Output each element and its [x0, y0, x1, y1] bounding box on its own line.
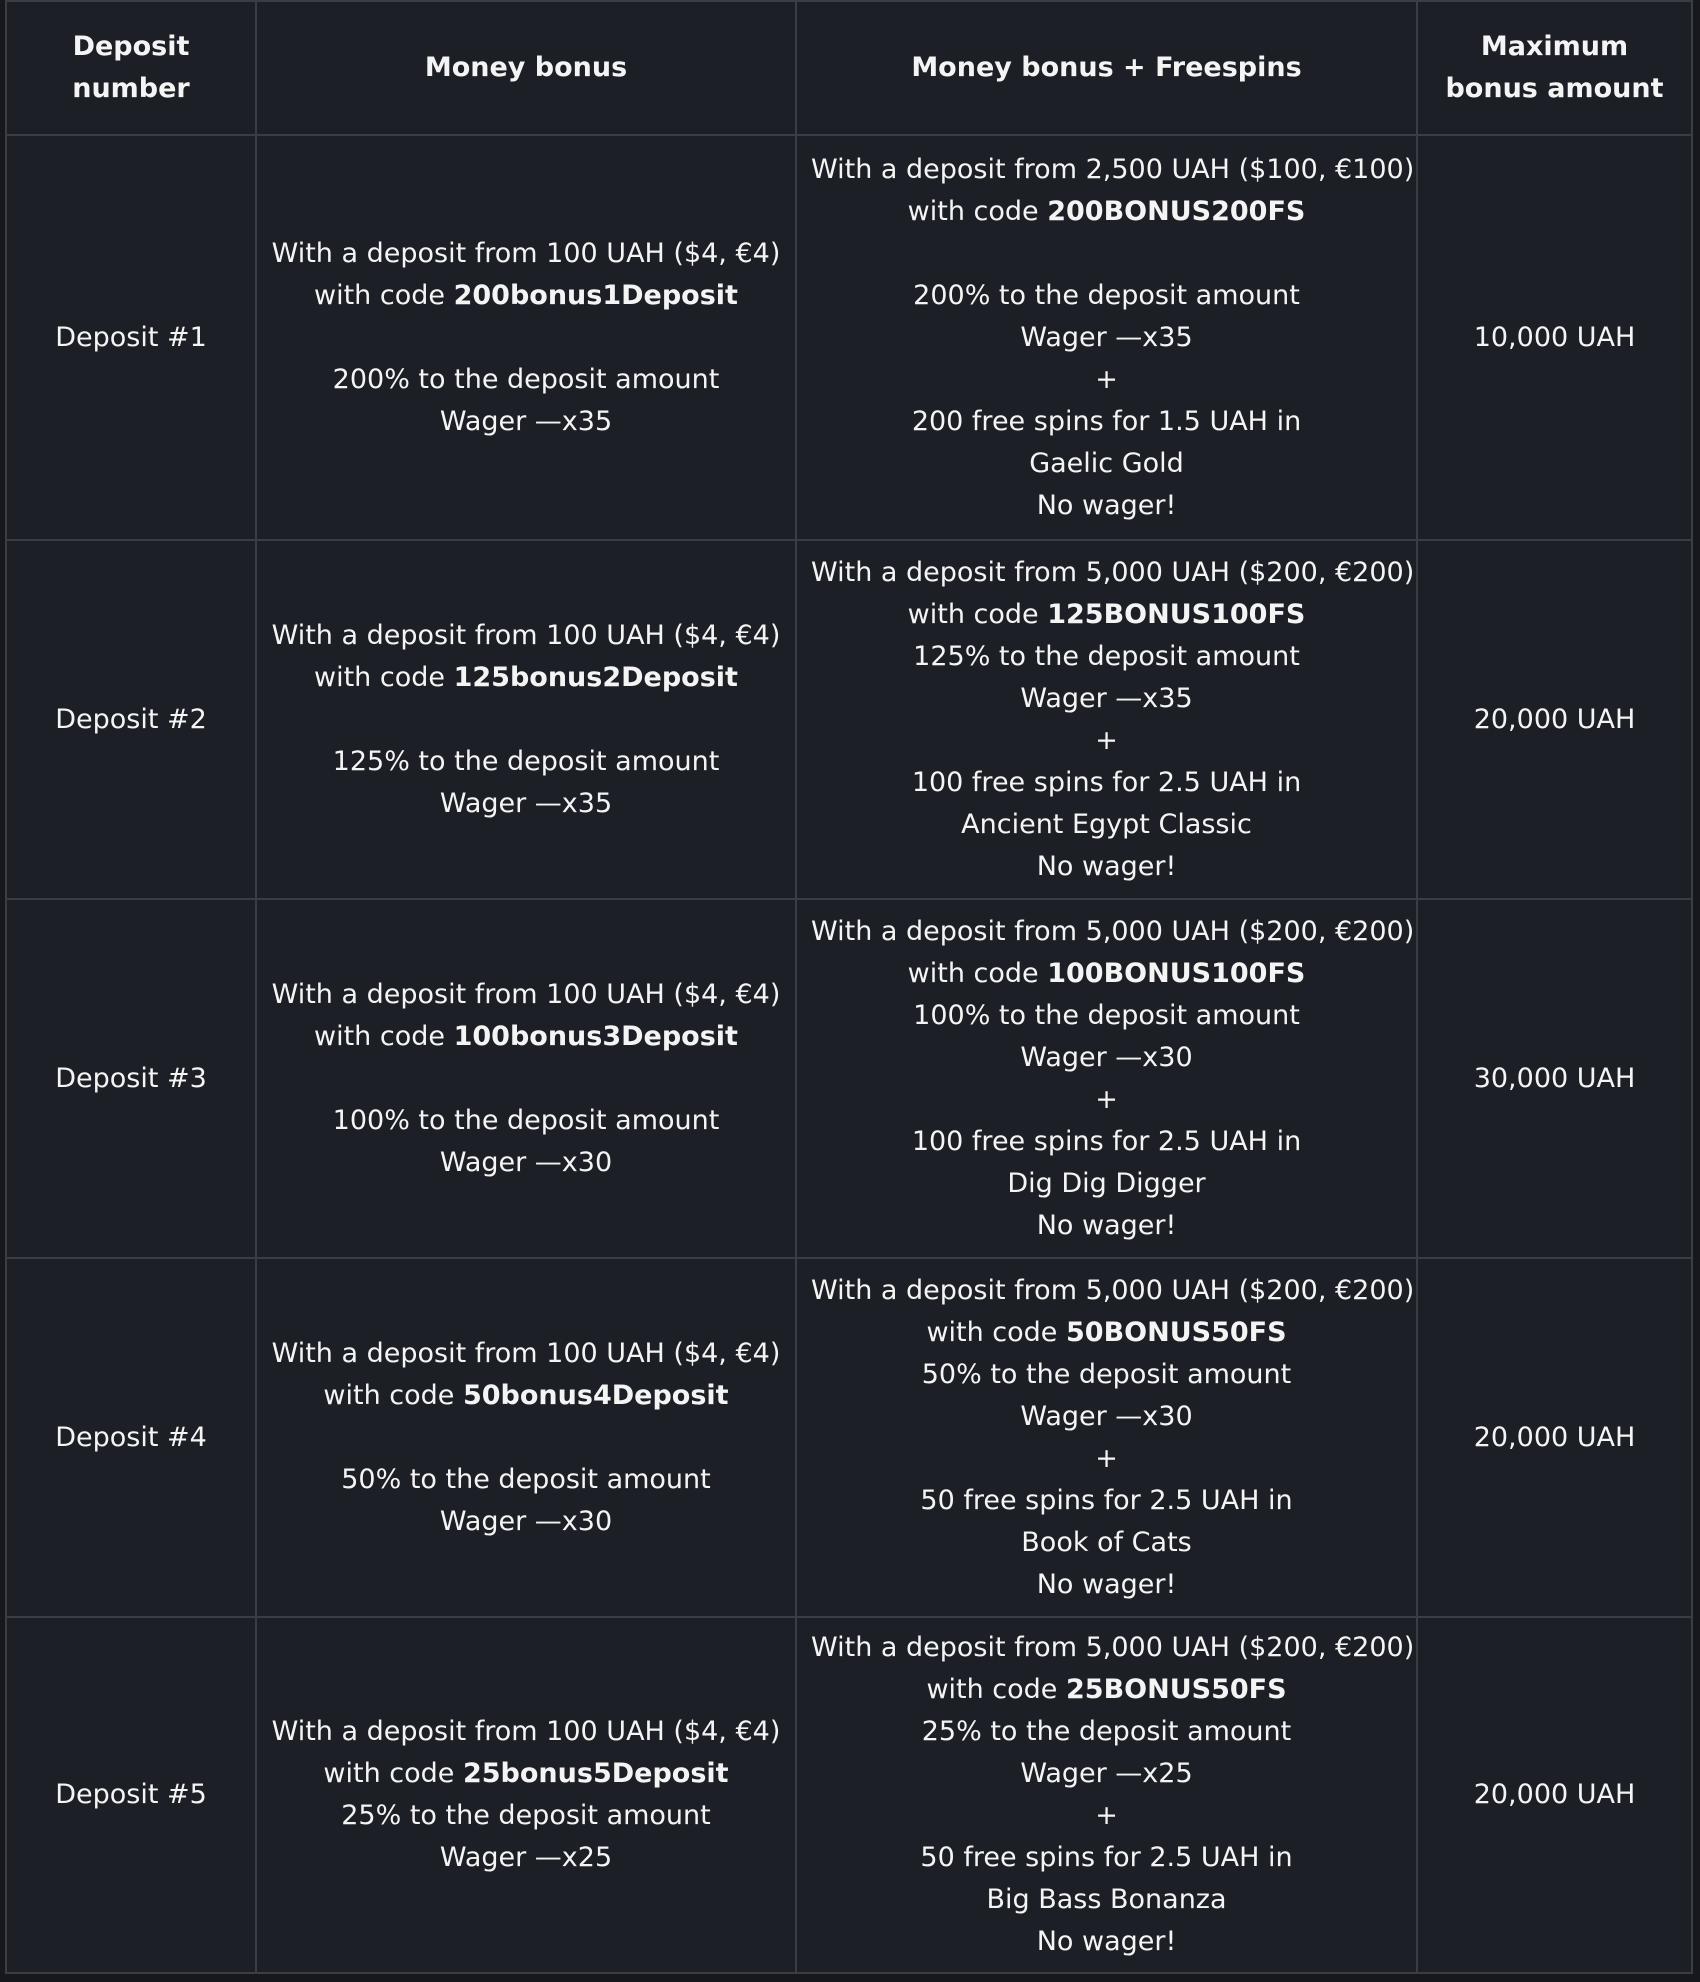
free-spins-offer: 50 free spins for 2.5 UAH in — [920, 1842, 1293, 1873]
promo-code: 50bonus4Deposit — [462, 1379, 729, 1411]
bonus-percent: 200% to the deposit amount — [913, 279, 1300, 311]
with-code-label: with code — [314, 1020, 445, 1052]
money-bonus-cell — [256, 135, 796, 540]
with-code-label: with code — [323, 1758, 455, 1789]
header-row — [6, 1, 1692, 135]
deposit-condition: With a deposit from 100 UAH ($4, €4) — [271, 237, 781, 269]
deposit-number-cell: Deposit #1 — [6, 135, 256, 540]
free-spins-offer: 100 free spins for 2.5 UAH in — [911, 766, 1302, 798]
promo-code: 125bonus2Deposit — [453, 661, 738, 693]
promo-code: 25bonus5Deposit — [462, 1758, 729, 1789]
free-spins-offer: 200 free spins for 1.5 UAH in — [911, 405, 1302, 437]
wager-requirement: Wager —x30 — [439, 1146, 613, 1178]
money-freespins-cell — [796, 1617, 1417, 1973]
deposit-condition: With a deposit from 5,000 UAH ($200, €200) — [811, 1274, 1415, 1306]
free-spins-offer: 50 free spins for 2.5 UAH in — [920, 1484, 1293, 1516]
wager-requirement: Wager —x35 — [1020, 321, 1193, 353]
money-bonus-cell — [256, 899, 796, 1258]
promo-code: 200BONUS200FS — [1047, 195, 1306, 227]
with-code-label: with code — [926, 1316, 1058, 1348]
promo-code: 100bonus3Deposit — [453, 1020, 738, 1052]
max-bonus-cell: 20,000 UAH — [1417, 540, 1692, 899]
table-row — [6, 1617, 1692, 1973]
wager-requirement: Wager —x25 — [439, 1842, 613, 1873]
deposit-condition: With a deposit from 100 UAH ($4, €4) — [271, 1337, 781, 1369]
no-wager-note: No wager! — [1036, 850, 1177, 882]
deposit-condition: With a deposit from 100 UAH ($4, €4) — [271, 1716, 781, 1747]
promo-code-line — [271, 1016, 781, 1058]
bonus-percent: 125% to the deposit amount — [913, 640, 1300, 672]
promo-code: 125BONUS100FS — [1047, 598, 1306, 630]
max-bonus-cell: 20,000 UAH — [1417, 1617, 1692, 1973]
bonus-percent: 50% to the deposit amount — [341, 1463, 711, 1495]
deposit-number-cell: Deposit #2 — [6, 540, 256, 899]
with-code-label: with code — [314, 661, 445, 693]
wager-requirement: Wager —x25 — [1020, 1758, 1193, 1789]
promo-code-line — [271, 275, 781, 317]
plus-sign: + — [1095, 1800, 1118, 1831]
money-bonus-cell — [256, 1258, 796, 1617]
with-code-label: with code — [907, 598, 1039, 630]
plus-sign: + — [1095, 363, 1118, 395]
wager-requirement: Wager —x30 — [1020, 1400, 1193, 1432]
money-bonus-cell — [256, 540, 796, 899]
header-max-bonus: Maximum bonus amount — [1417, 1, 1692, 135]
plus-sign: + — [1095, 724, 1118, 756]
wager-requirement: Wager —x35 — [439, 787, 613, 819]
header-money-bonus: Money bonus — [256, 1, 796, 135]
wager-requirement: Wager —x35 — [1020, 682, 1193, 714]
deposit-number-cell: Deposit #5 — [6, 1617, 256, 1973]
wager-requirement: Wager —x30 — [1020, 1041, 1193, 1073]
bonus-percent: 125% to the deposit amount — [332, 745, 720, 777]
bonus-percent: 25% to the deposit amount — [341, 1800, 711, 1831]
with-code-label: with code — [907, 957, 1039, 989]
promo-code-line — [811, 953, 1402, 995]
bonus-percent: 100% to the deposit amount — [332, 1104, 720, 1136]
plus-sign: + — [1095, 1442, 1118, 1474]
deposit-number-cell: Deposit #3 — [6, 899, 256, 1258]
promo-code: 200bonus1Deposit — [453, 279, 738, 311]
promo-code: 25BONUS50FS — [1066, 1674, 1287, 1705]
max-bonus-cell: 20,000 UAH — [1417, 1258, 1692, 1617]
wager-requirement: Wager —x35 — [439, 405, 613, 437]
promo-code-line — [811, 191, 1402, 233]
max-bonus-cell: 30,000 UAH — [1417, 899, 1692, 1258]
deposit-condition: With a deposit from 5,000 UAH ($200, €200) — [811, 915, 1415, 947]
free-spins-offer: 100 free spins for 2.5 UAH in — [911, 1125, 1302, 1157]
money-freespins-cell — [796, 1258, 1417, 1617]
bonus-percent: 25% to the deposit amount — [921, 1716, 1292, 1747]
deposit-condition: With a deposit from 100 UAH ($4, €4) — [271, 978, 781, 1010]
promo-code: 100BONUS100FS — [1047, 957, 1306, 989]
money-bonus-cell — [256, 1617, 796, 1973]
table-row — [6, 135, 1692, 540]
slot-game-name: Big Bass Bonanza — [986, 1884, 1227, 1915]
header-deposit-number: Deposit number — [6, 1, 256, 135]
with-code-label: with code — [926, 1674, 1058, 1705]
bonus-percent: 100% to the deposit amount — [913, 999, 1300, 1031]
promo-code-line — [271, 657, 781, 699]
deposit-condition: With a deposit from 5,000 UAH ($200, €200) — [811, 1632, 1415, 1663]
money-freespins-cell — [796, 540, 1417, 899]
bonus-percent: 200% to the deposit amount — [332, 363, 720, 395]
money-freespins-cell — [796, 135, 1417, 540]
promo-code-line — [271, 1753, 781, 1795]
slot-game-name: Ancient Egypt Classic — [961, 808, 1252, 840]
with-code-label: with code — [323, 1379, 455, 1411]
promo-code-line — [811, 594, 1402, 636]
plus-sign: + — [1095, 1083, 1118, 1115]
table-row — [6, 540, 1692, 899]
wager-requirement: Wager —x30 — [439, 1505, 613, 1537]
deposit-number-cell: Deposit #4 — [6, 1258, 256, 1617]
slot-game-name: Dig Dig Digger — [1007, 1167, 1206, 1199]
no-wager-note: No wager! — [1036, 1568, 1177, 1600]
with-code-label: with code — [907, 195, 1039, 227]
promo-code: 50BONUS50FS — [1066, 1316, 1287, 1348]
header-money-freespins: Money bonus + Freespins — [796, 1, 1417, 135]
table-row — [6, 1258, 1692, 1617]
no-wager-note: No wager! — [1036, 1926, 1177, 1957]
deposit-condition: With a deposit from 100 UAH ($4, €4) — [271, 619, 781, 651]
no-wager-note: No wager! — [1036, 1209, 1177, 1241]
with-code-label: with code — [314, 279, 445, 311]
bonus-table — [5, 0, 1693, 1974]
max-bonus-cell: 10,000 UAH — [1417, 135, 1692, 540]
money-freespins-cell — [796, 899, 1417, 1258]
slot-game-name: Gaelic Gold — [1029, 447, 1184, 479]
no-wager-note: No wager! — [1036, 489, 1177, 521]
deposit-condition: With a deposit from 2,500 UAH ($100, €100) — [811, 153, 1415, 185]
bonus-percent: 50% to the deposit amount — [921, 1358, 1292, 1390]
promo-code-line — [271, 1375, 781, 1417]
slot-game-name: Book of Cats — [1021, 1526, 1192, 1558]
promo-code-line — [811, 1312, 1402, 1354]
deposit-condition: With a deposit from 5,000 UAH ($200, €200) — [811, 556, 1415, 588]
table-row — [6, 899, 1692, 1258]
promo-code-line — [811, 1669, 1402, 1711]
